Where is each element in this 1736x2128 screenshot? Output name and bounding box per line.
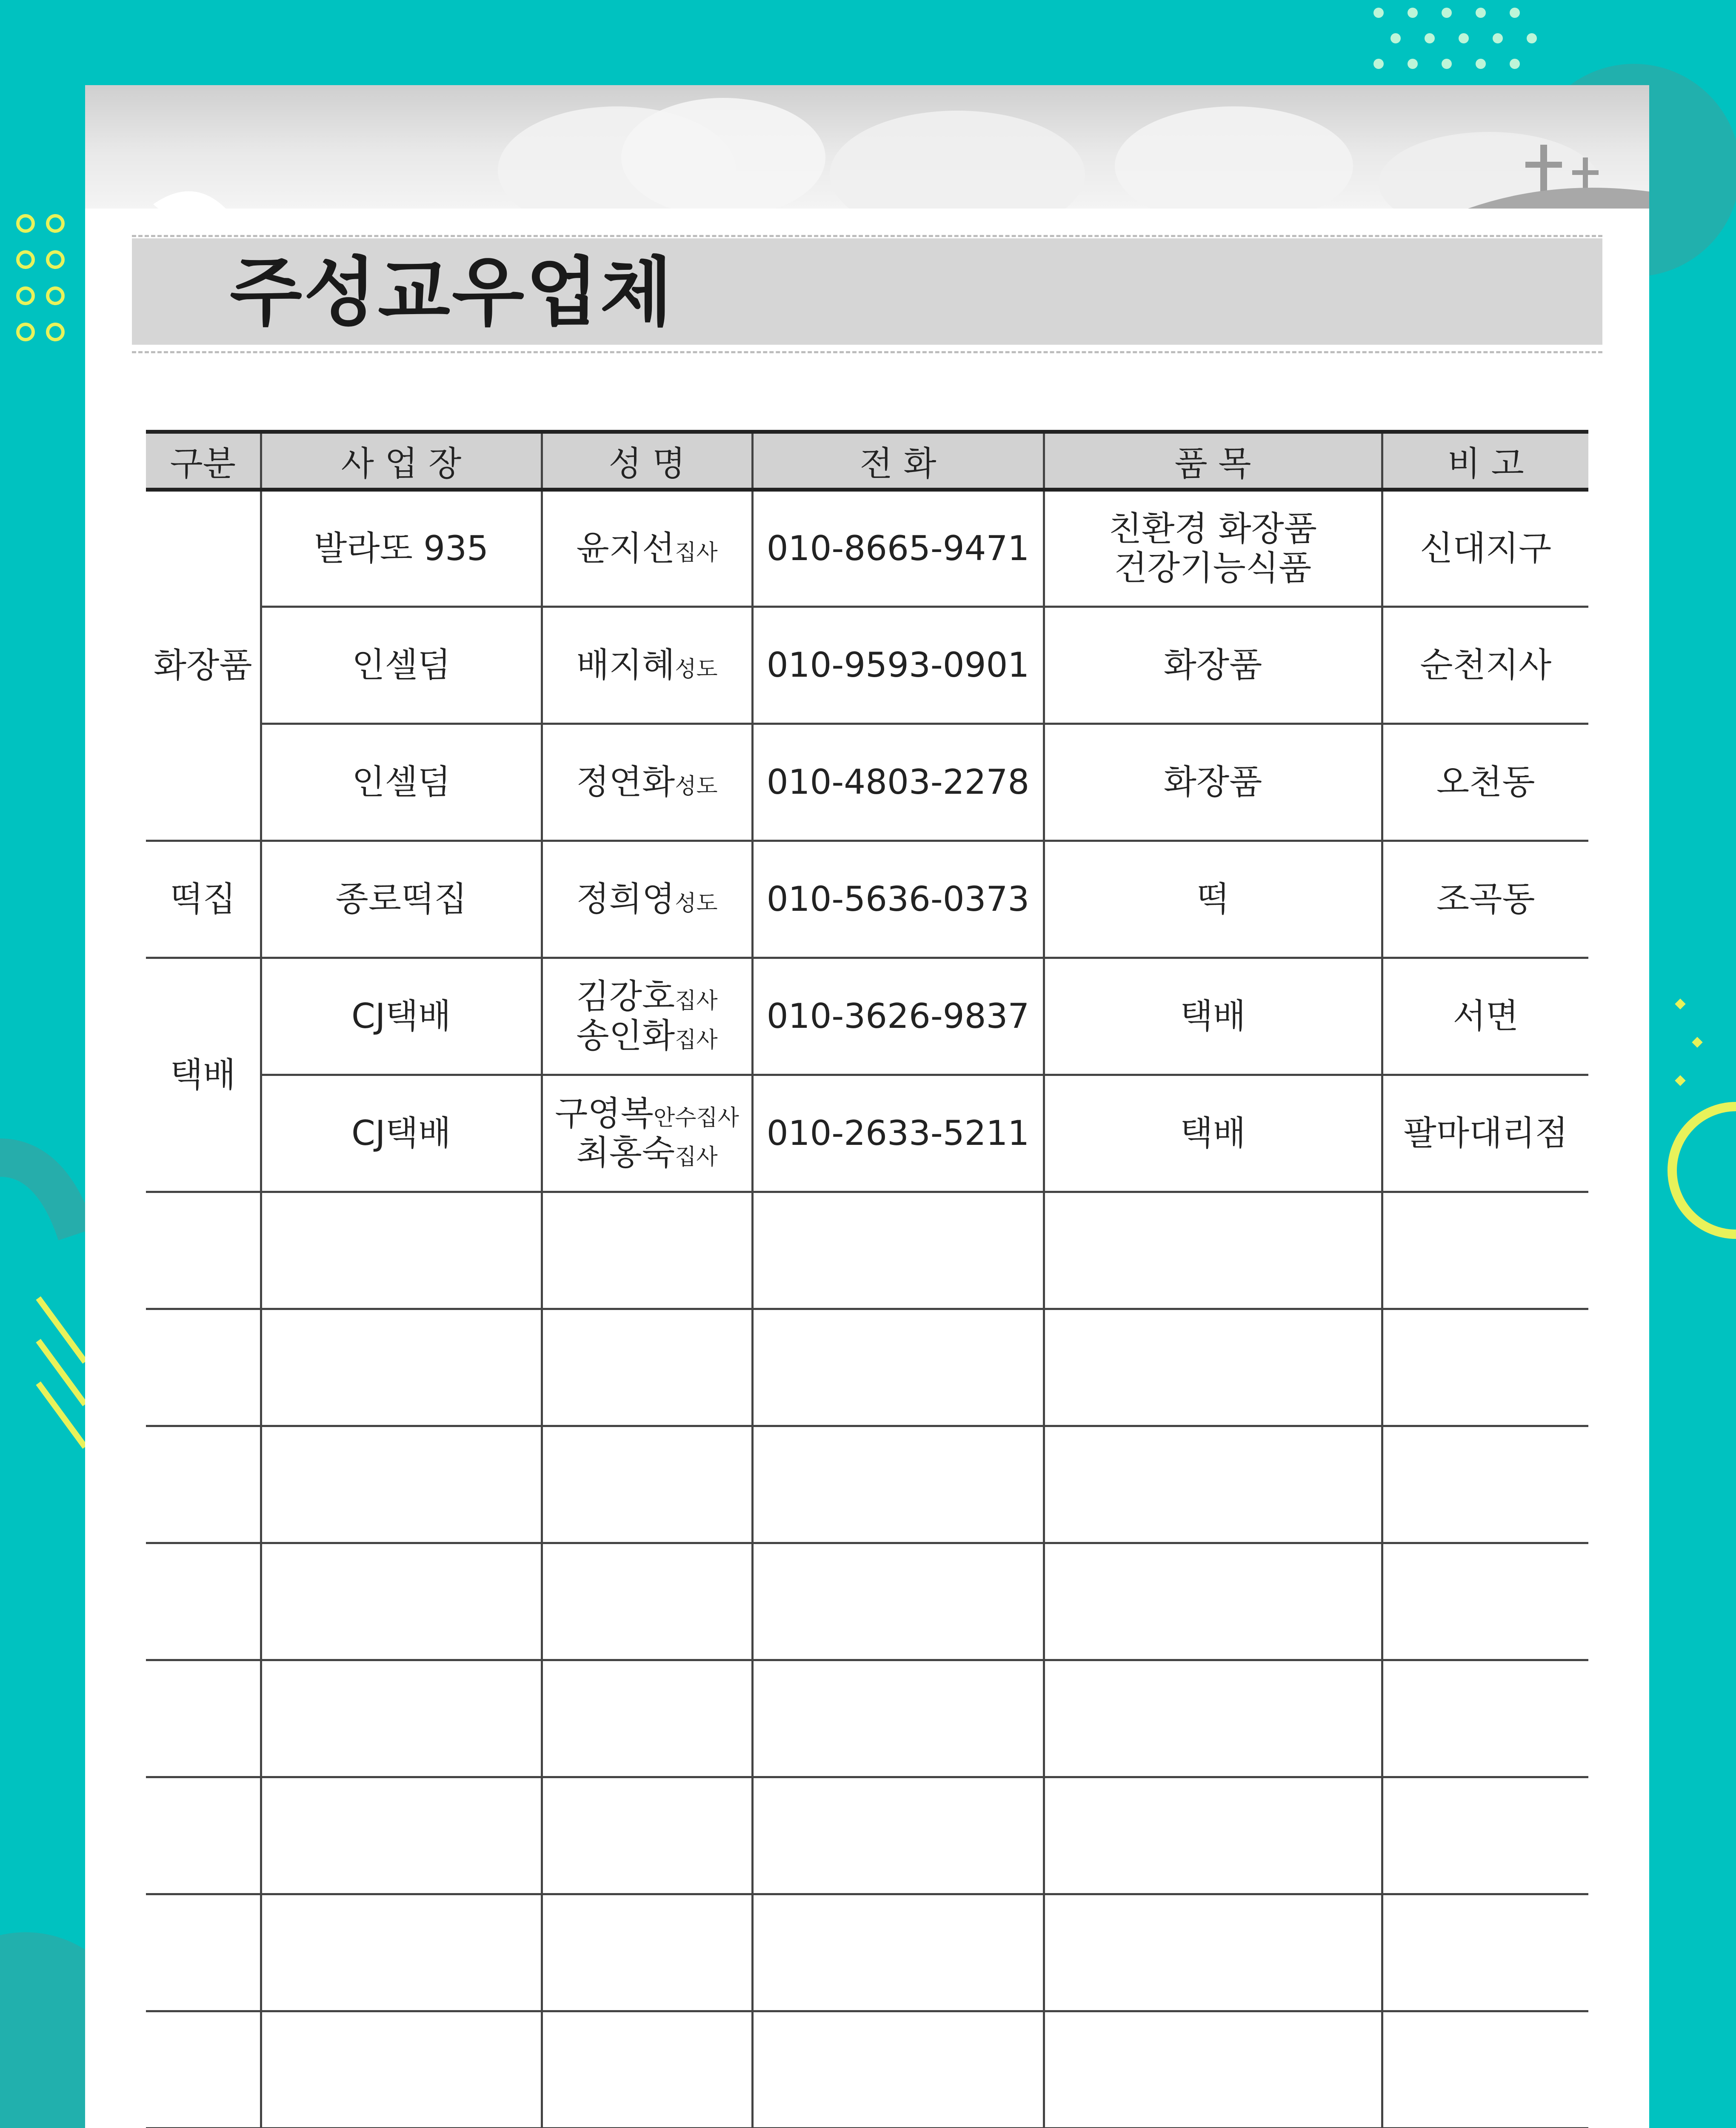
note-cell: 신대지구 xyxy=(1382,490,1588,607)
business-cell: CJ택배 xyxy=(261,958,542,1075)
business-cell: 인셀덤 xyxy=(261,724,542,841)
empty-cell xyxy=(752,1543,1044,1660)
sky-banner xyxy=(85,85,1649,209)
empty-cell xyxy=(752,2011,1044,2128)
header-category: 구분 xyxy=(146,432,261,490)
phone-cell: 010-9593-0901 xyxy=(752,607,1044,724)
empty-cell xyxy=(752,1309,1044,1426)
header-name: 성 명 xyxy=(542,432,752,490)
items-cell: 화장품 xyxy=(1044,607,1382,724)
person-title: 집사 xyxy=(675,988,718,1014)
empty-cell xyxy=(1044,1192,1382,1309)
empty-cell xyxy=(261,1660,542,1777)
empty-cell xyxy=(1044,1894,1382,2011)
empty-cell xyxy=(542,1192,752,1309)
empty-cell xyxy=(542,1426,752,1543)
phone-cell: 010-3626-9837 xyxy=(752,958,1044,1075)
item-line: 친환경 화장품 xyxy=(1108,509,1317,549)
empty-cell xyxy=(542,1894,752,2011)
business-table xyxy=(146,430,1588,2128)
empty-table-row xyxy=(146,1894,1588,2011)
item-line: 건강기능식품 xyxy=(1114,548,1312,588)
empty-cell xyxy=(1044,1426,1382,1543)
person-title: 집사 xyxy=(675,540,718,566)
person-title: 성도 xyxy=(675,891,718,916)
category-cell: 택배 xyxy=(146,958,261,1192)
table-header-row xyxy=(146,432,1588,490)
person-entry xyxy=(543,1094,751,1133)
header-business: 사 업 장 xyxy=(261,432,542,490)
empty-cell xyxy=(1382,1192,1588,1309)
name-cell xyxy=(542,724,752,841)
note-cell: 조곡동 xyxy=(1382,841,1588,958)
empty-cell xyxy=(752,1192,1044,1309)
empty-table-row xyxy=(146,1777,1588,1894)
category-cell: 화장품 xyxy=(146,490,261,841)
person-name: 송인화 xyxy=(576,1016,675,1055)
empty-cell xyxy=(146,1543,261,1660)
empty-table-row xyxy=(146,1660,1588,1777)
empty-cell xyxy=(146,1309,261,1426)
empty-cell xyxy=(542,1309,752,1426)
empty-cell xyxy=(261,1192,542,1309)
items-cell: 떡 xyxy=(1044,841,1382,958)
category-cell: 떡집 xyxy=(146,841,261,958)
business-cell: CJ택배 xyxy=(261,1075,542,1192)
empty-cell xyxy=(752,1426,1044,1543)
empty-cell xyxy=(261,1309,542,1426)
name-cell xyxy=(542,841,752,958)
header-note: 비 고 xyxy=(1382,432,1588,490)
empty-cell xyxy=(146,1426,261,1543)
name-cell xyxy=(542,958,752,1075)
table-row xyxy=(146,841,1588,958)
document-card xyxy=(85,85,1649,2128)
empty-cell xyxy=(1382,1543,1588,1660)
note-cell: 팔마대리점 xyxy=(1382,1075,1588,1192)
empty-cell xyxy=(542,1777,752,1894)
items-cell xyxy=(1044,490,1382,607)
person-title: 안수집사 xyxy=(653,1105,739,1131)
empty-cell xyxy=(146,1777,261,1894)
name-cell xyxy=(542,490,752,607)
empty-cell xyxy=(1382,1309,1588,1426)
empty-cell xyxy=(146,2011,261,2128)
table-row xyxy=(146,1075,1588,1192)
person-name: 정희영 xyxy=(576,879,675,919)
items-cell: 택배 xyxy=(1044,1075,1382,1192)
empty-cell xyxy=(752,1777,1044,1894)
title-bottom-rule xyxy=(132,351,1602,353)
page-title: 주성교우업체 xyxy=(230,249,674,336)
empty-cell xyxy=(1044,1660,1382,1777)
header-items: 품 목 xyxy=(1044,432,1382,490)
empty-cell xyxy=(1044,1777,1382,1894)
table-row xyxy=(146,958,1588,1075)
empty-cell xyxy=(146,1660,261,1777)
empty-cell xyxy=(1044,2011,1382,2128)
empty-table-row xyxy=(146,1543,1588,1660)
note-cell: 순천지사 xyxy=(1382,607,1588,724)
person-entry xyxy=(543,977,751,1016)
empty-cell xyxy=(542,1543,752,1660)
empty-table-row xyxy=(146,1309,1588,1426)
empty-table-row xyxy=(146,2011,1588,2128)
person-title: 성도 xyxy=(675,774,718,799)
empty-table-row xyxy=(146,1426,1588,1543)
empty-table-row xyxy=(146,1192,1588,1309)
phone-cell: 010-8665-9471 xyxy=(752,490,1044,607)
empty-cell xyxy=(1382,1426,1588,1543)
empty-cell xyxy=(261,1777,542,1894)
phone-cell: 010-4803-2278 xyxy=(752,724,1044,841)
person-name: 배지혜 xyxy=(576,645,675,685)
phone-cell: 010-5636-0373 xyxy=(752,841,1044,958)
items-cell: 택배 xyxy=(1044,958,1382,1075)
empty-cell xyxy=(1382,1777,1588,1894)
person-name: 최홍숙 xyxy=(576,1133,675,1173)
empty-cell xyxy=(146,1894,261,2011)
empty-cell xyxy=(1044,1309,1382,1426)
person-name: 윤지선 xyxy=(576,529,675,568)
empty-cell xyxy=(752,1894,1044,2011)
business-cell: 인셀덤 xyxy=(261,607,542,724)
title-top-rule xyxy=(132,235,1602,237)
person-name: 정연화 xyxy=(576,762,675,802)
empty-cell xyxy=(146,1192,261,1309)
table-row xyxy=(146,724,1588,841)
sky-illustration xyxy=(85,85,1649,209)
name-cell xyxy=(542,1075,752,1192)
items-cell: 화장품 xyxy=(1044,724,1382,841)
empty-cell xyxy=(542,2011,752,2128)
phone-cell: 010-2633-5211 xyxy=(752,1075,1044,1192)
empty-cell xyxy=(1382,1660,1588,1777)
name-cell xyxy=(542,607,752,724)
business-cell: 종로떡집 xyxy=(261,841,542,958)
empty-cell xyxy=(542,1660,752,1777)
person-name: 김강호 xyxy=(576,977,675,1016)
note-cell: 서면 xyxy=(1382,958,1588,1075)
table-row xyxy=(146,490,1588,607)
empty-cell xyxy=(752,1660,1044,1777)
person-entry xyxy=(543,1016,751,1055)
empty-cell xyxy=(1382,1894,1588,2011)
empty-cell xyxy=(261,1894,542,2011)
empty-cell xyxy=(1382,2011,1588,2128)
person-entry xyxy=(543,1133,751,1173)
header-phone: 전 화 xyxy=(752,432,1044,490)
empty-cell xyxy=(261,1543,542,1660)
empty-cell xyxy=(261,2011,542,2128)
empty-cell xyxy=(261,1426,542,1543)
business-cell: 발라또 935 xyxy=(261,490,542,607)
note-cell: 오천동 xyxy=(1382,724,1588,841)
person-title: 집사 xyxy=(675,1027,718,1053)
person-title: 성도 xyxy=(675,657,718,682)
empty-cell xyxy=(1044,1543,1382,1660)
table-row xyxy=(146,607,1588,724)
person-title: 집사 xyxy=(675,1144,718,1170)
person-name: 구영복 xyxy=(555,1094,654,1133)
